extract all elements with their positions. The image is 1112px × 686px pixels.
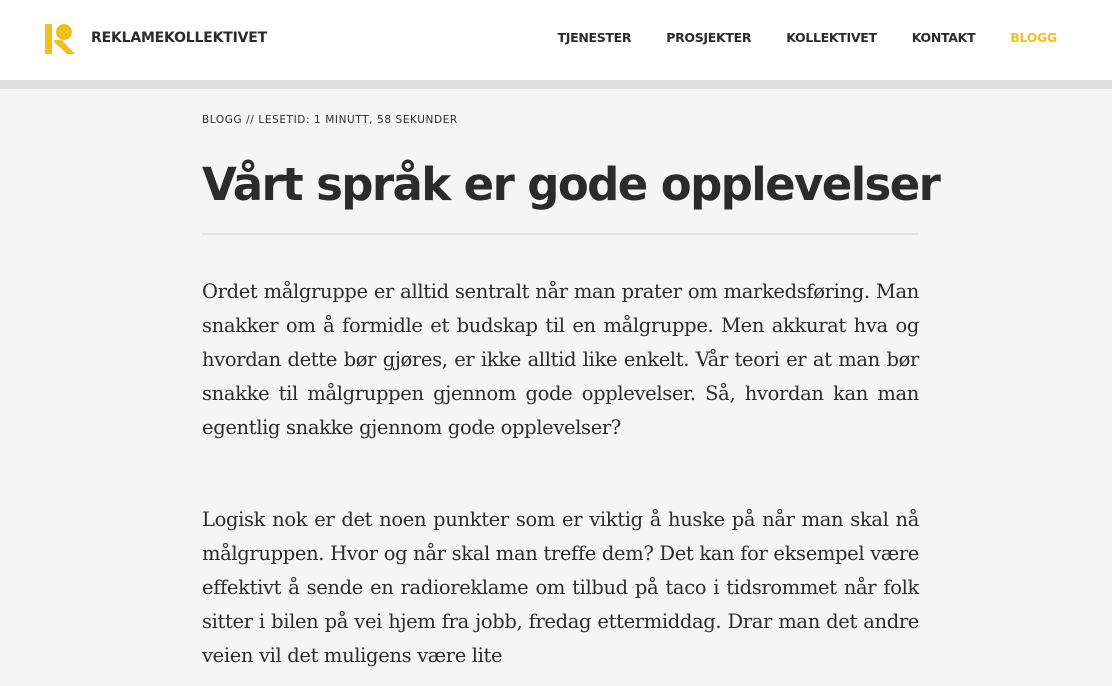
brand-name[interactable]: REKLAMEKOLLEKTIVET — [91, 30, 267, 46]
nav-item-blogg[interactable]: BLOGG — [1010, 30, 1057, 45]
article-paragraph-2: Logisk nok er det noen punkter som er viktig å huske på når man skal nå målgruppen. Hvor og når skal man treffe dem? Det kan for eksempel være effektivt å sende en radioreklame om tilbud på taco i tidsrommet når folk sitter i bilen på vei hjem fra jobb, fredag ettermiddag. Drar man det andre veien vil det muligens være lite — [202, 508, 919, 667]
nav-item-prosjekter[interactable]: PROSJEKTER — [666, 30, 752, 45]
reklamekollektivet-logo-icon[interactable] — [45, 24, 75, 54]
site-header — [0, 0, 1112, 80]
nav-item-kontakt[interactable]: KONTAKT — [911, 30, 976, 45]
article-paragraph-1: Ordet målgruppe er alltid sentralt når man prater om markedsføring. Man snakker om å formidle et budskap til en målgruppe. Men akkurat hva og hvordan dette bør gjøres, er ikke alltid like enkelt. Vår teori er at man bør snakke til målgruppen gjennom gode opplevelser. Så, hvordan kan man egentlig snakke gjennom gode opplevelser? — [202, 280, 919, 439]
article-meta: BLOGG // LESETID: 1 MINUTT, 58 SEKUNDER — [202, 114, 458, 126]
nav-item-tjenester[interactable]: TJENESTER — [557, 30, 632, 45]
article-title: Vårt språk er gode opplevelser — [202, 158, 940, 211]
nav-item-kollektivet[interactable]: KOLLEKTIVET — [786, 30, 877, 45]
article — [202, 113, 940, 673]
title-divider — [202, 233, 919, 235]
logo-mark — [45, 24, 75, 54]
header-divider — [0, 80, 1112, 89]
main-nav — [523, 30, 1058, 46]
